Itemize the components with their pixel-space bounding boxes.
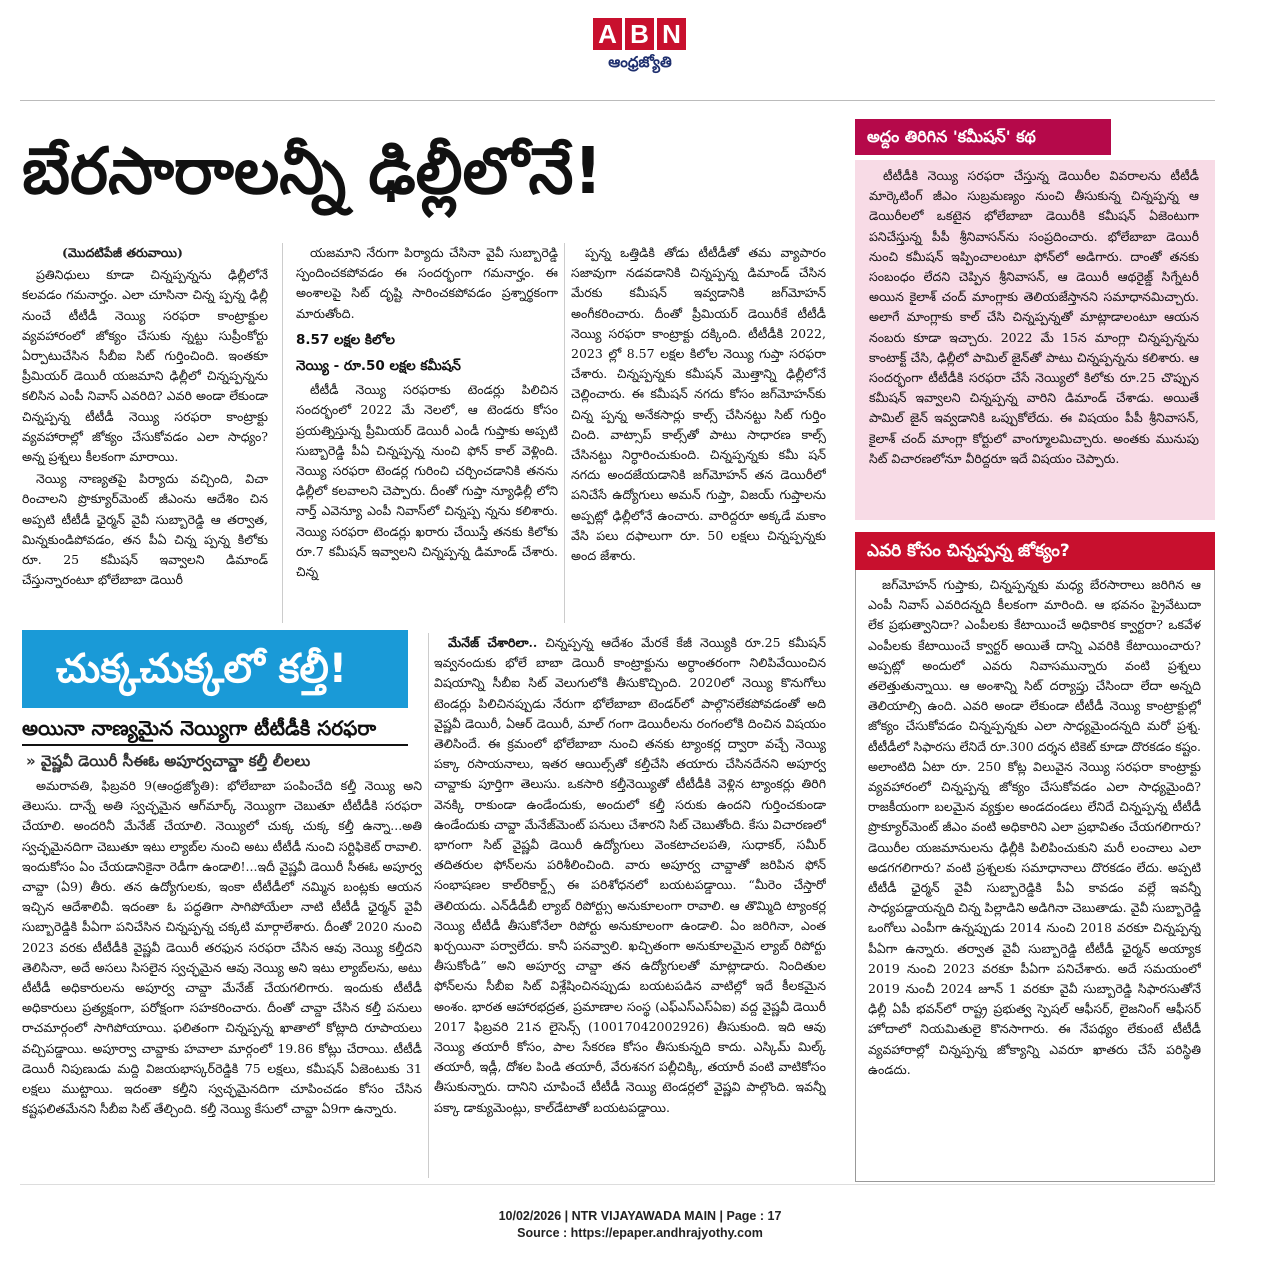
main-story-column-2 [296, 243, 558, 623]
second-story-kicker: » వైష్ణవీ డెయిరీ సీఈఓ అపూర్వచావ్డా కల్తీ లీలలు [26, 752, 311, 770]
second-col2-text: చిన్నప్పన్న ఆదేశం మేరకే కేజీ నెయ్యికి రూ.25 కమీషన్ ఇవ్వనందుకు భోలే బాబా డెయిరీ కాంట్రాక్టును అర్ధాంతరంగా నిలిపివేయించిన విషయాన్ని సీబీఐ సిట్ వెలుగులోకి తీసుకొచ్చింది. 2020లో నెయ్యి కొనుగోలు టెండర్లు పిలిచినప్పుడు నేరుగా భోలేబాబా టెండర్‌లో పాల్గొనలేకపోవడంతో అది వైష్ణవీ డెయిరీ, ఏఆర్ డెయిరీ, మాల్ గంగా డెయిరీలను రంగంలోకి దించిన విషయం తెలిసిందే. ఈ క్రమంలో భోలేబాబా నుంచి తనకు ట్యాంకర్ల ద్వారా వచ్చే నెయ్యి పక్కా రసాయనాలు, ఇతర ఆయిల్స్‌తో కల్తీచేసి తయారు చేసినదేనని అపూర్వ చావ్డాకు పూర్తిగా తెలుసు. ఒకసారి కల్తీనెయ్యితో టీటీడీకి వెళ్లిన ట్యాంకర్లు తిరిగి వెనక్కి రాకుండా ఉండేందుకు, అందులో కల్తీ సరుకు ఉందని గుర్తించకుండా ఉండేందుకు చావ్డా మేనేజ్‌మెంట్ పనులు చేశారని సిట్ చెబుతోంది. కేసు విచారణలో భాగంగా సిట్ వైష్ణవీ డెయిరీ ఉద్యోగులు వెంకటాచలపతి, సుధాకర్, సమీర్ తదితరుల ఫోన్‌లను పరిశీలించింది. వారు అపూర్వ చావ్డాతో జరిపిన ఫోన్ సంభాషణల కాల్‌రికార్డ్స్ ఈ పరిశోధనలో బయటపడ్డాయి. “మీరెం చేస్తారో తెలియదు. ఎన్‌డీడీబీ ల్యాబ్ రిపోర్ట్సు అనుకూలంగా రావాలి. ఆ తొమ్మిది ట్యాంకర్ల నెయ్యి టీటీడీ తీసుకోనేలా రిపోర్టు అనుకూలంగా ఉండాలి. ఏం జరిగినా, ఎంత ఖర్చయినా పర్వాలేదు. కానీ పనవ్వాలి. ఖచ్చితంగా అనుకూలమైన ల్యాబ్ రిపోర్టు తీసుకోండి” అని అపూర్వ చావ్డా తన ఉద్యోగులతో మాట్లాడారు. నిందితుల ఫోన్‌లను సీబీఐ సిట్ విశ్లేషించినప్పుడు బయటపడిన వాటిల్లో ఇదే కీలకమైన అంశం. భారత ఆహారభద్రత, ప్రమాణాల సంస్థ (ఎఫ్‌ఎస్‌ఎస్‌ఏఐ) వద్ద వైష్ణవీ డెయిరీ 2017 ఫిబ్రవరి 21న లైసెన్స్ (10017042002926) తీసుకుంది. ఇది ఆవు నెయ్యి తయారీ కోసం, పాల సేకరణ కోసం తీసుకున్నది కాదు. ఎస్కిమ్ మిల్క్ తయారీ, ఇడ్లీ, దోశల పిండి తయారీ, వేరుశనగ పల్లీచిక్కి, తయారీ వంటి వాటికోసం తీసుకున్నారు. దానిని చూపించే టీటీడీ నెయ్యి టెండర్లలో వైష్ణవి పాల్గొంది. ఇవన్నీ పక్కా డాక్యుమెంట్లు, కాల్‌డేటాతో బయటపడ్డాయి. [434, 635, 826, 1115]
main-col1-para-1: ప్రతినిధులు కూడా చిన్నప్పన్నను ఢిల్లీలోనే కలవడం గమనార్హం. ఎలా చూసినా చిన్న ప్పన్న ఢిల్లీ నుంచే టీటీడీ నెయ్యి సరఫరా కాంట్రాక్టుల వ్యవహారంలో జోక్యం చేసుకు న్నట్టు సుప్రీంకోర్టు ఏర్పాటుచేసిన సీబీఐ సిట్ గుర్తించింది. ఇంతకూ ప్రీమియర్ డెయిరీ యజమాని ఢిల్లీలో చిన్నప్పన్నను కలిసిన ఎంపీ నివాస్ ఎవరిది? ఎవరి అండా లేకుండా చిన్నప్పన్న టీటీడీ నెయ్యి సరఫరా కాంట్రాక్టు వ్యవహారాల్లో జోక్యం చేసుకోవడం ఎలా సాధ్యం? అన్న ప్రశ్నలు కీలకంగా మారాయి. [22, 267, 268, 465]
logo-tagline: ఆంధ్రజ్యోతి [608, 53, 672, 71]
second-story-banner: చుక్కచుక్కలో కల్తీ! [22, 630, 408, 708]
page-bottom-rule [20, 1184, 1215, 1185]
logo-letter-n: N [657, 18, 686, 50]
sidebar2-column [868, 575, 1201, 1175]
main-headline: బేరసారాలన్నీ ఢిల్లీలోనే! [22, 135, 603, 209]
column-divider [564, 243, 565, 623]
masthead-divider [20, 100, 1215, 101]
second-story-column-2 [434, 633, 826, 1176]
sidebar2-text: జగ్‌మోహన్ గుప్తాకు, చిన్నప్పన్నకు మధ్య బేరసారాలు జరిగిన ఆ ఎంపీ నివాస్ ఎవరిదన్నది కీలకంగా మారింది. ఆ భవనం ప్రైవేటుదా లేక ప్రభుత్వానిదా? ఎంపీలకు కేటాయించే అధికారిక క్వార్టరా? ఒకవేళ ఎంపీలకు కేటాయించే క్వార్టర్ అయితే దాన్ని ఎవరికి కేటాయించారు? అప్పట్లో అందులో ఎవరు నివాసమున్నారు వంటి ప్రశ్నలు తలెత్తుతున్నాయి. ఆ అంశాన్ని సిట్ దర్యాప్తు చేసిందా లేదా అన్నది తెలియాల్సి ఉంది. ఎవరి అండా లేకుండా టీటీడీ నెయ్యి కాంట్రాక్టుల్లో జోక్యం చేసుకోవడం చిన్నప్పన్నకు ఎలా సాధ్యమైందన్నది మరో ప్రశ్న. టీటీడీలో సిఫారసు లేనిదే రూ.300 దర్శన టికెట్ కూడా దొరకడం కష్టం. అలాంటిది ఏటా రూ. 250 కోట్ల విలువైన నెయ్యి సరఫరా కాంట్రాక్టు వ్యవహారంలో చిన్నప్పన్న జోక్యం చేసుకోవడం ఎలా సాధ్యమైంది? రాజకీయంగా బలమైన వ్యక్తుల అండదండలు లేనిదే చిన్నప్పన్న టీటీడీ ప్రొక్యూర్‌మెంట్ జీఎం వంటి అధికారిని ఎలా ప్రభావితం చేయగలిగారు? డెయిరీల యజమానులను ఢిల్లీకి పిలిపించుకుని మరీ లంచాలు ఎలా అడగగలిగారు? వంటి ప్రశ్నలకు సమాధానాలు దొరకడం లేదు. అప్పటి టీటీడీ ఛైర్మన్ వైవీ సుబ్బారెడ్డికి పీఏ కావడం వల్లే ఇవన్నీ సాధ్యపడ్డాయన్నది చిన్న పిల్లాడిని అడిగినా చెబుతాడు. వైవీ సుబ్బారెడ్డి ఒంగోలు ఎంపీగా ఉన్నప్పుడు 2014 నుంచి 2018 వరకూ చిన్నప్పన్న పీఏగా ఉన్నారు. తర్వాత వైవీ సుబ్బారెడ్డి టీటీడీ ఛైర్మన్ అయ్యాక 2019 నుంచి 2023 వరకూ పీఏగా పనిచేశారు. అదే సమయంలో 2019 నుంచీ 2024 జూన్ 1 వరకూ వైవీ సుబ్బారెడ్డి సిఫారసుతోనే ఢిల్లీ ఏపీ భవన్‌లో రాష్ట్ర ప్రభుత్వ స్పెషల్ ఆఫీసర్, లైజనింగ్ ఆఫీసర్ హోదాలో నియమితులై కొనసాగారు. ఈ నేపథ్యం లేకుంటే టీటీడీ వ్యవహారాల్లో చిన్నప్పన్న జోక్యాన్ని ఎవరూ ఖాతరు చేసే పరిస్థితి ఉండదు. [868, 577, 1201, 1077]
sidebar2-title: ఎవరి కోసం చిన్నప్పన్న జోక్యం? [855, 532, 1215, 570]
main-col1-para-2: నెయ్యి నాణ్యతపై పిర్యాదు వచ్చింది, విచా రించాలని ప్రొక్యూర్‌మెంట్ జీఎంను ఆదేశిం చిన అప్పటి టీటీడీ ఛైర్మన్ వైవీ సుబ్బారెడ్డి ఆ తర్వాత, మిన్నకుండిపోవడం, తన పీఏ చిన్న ప్పన్న కిలోకు రూ. 25 కమీషన్ ఇవ్వాలని డిమాండ్ చేస్తున్నారంటూ భోలేబాబా డెయిరీ [22, 471, 268, 588]
continued-label: (మొదటిపేజీ తరువాయి) [62, 245, 183, 260]
column-divider [428, 633, 429, 1178]
main-col3-para-1: ప్పన్న ఒత్తిడికి తోడు టీటీడీతో తమ వ్యాపారం సజావుగా నడవడానికి చిన్నప్పన్న డిమాండ్ చేసిన మేరకు కమీషన్ ఇవ్వడానికి జగ్‌మోహన్ అంగీకరించారు. దీంతో ప్రీమియర్ డెయిరీకే టీటీడీ నెయ్యి సరఫరా కాంట్రాక్టు దక్కింది. టీటీడీకి 2022, 2023 ల్లో 8.57 లక్షల కిలోల నెయ్యి గుప్తా సరఫరా చేశారు. చిన్నప్పన్నకు కమీషన్ మొత్తాన్ని ఢిల్లీలోనే చెల్లించారు. ఈ కమీషన్ నగదు కోసం జగ్‌మోహన్‌కు చిన్న ప్పన్న అనేకసార్లు కాల్స్ చేసినట్టు సిట్ గుర్తిం చింది. వాట్సాప్ కాల్స్‌తో పాటు సాధారణ కాల్స్ చేసినట్టు నిర్ధారించుకుంది. చిన్నప్పన్నకు కమీ షన్ నగదు అందజేయడానికి జగ్‌మోహన్ తన డెయిరీలో పనిచేసే ఉద్యోగులు అమన్ గుప్తా, విజయ్ గుప్తాలను అప్పట్లో ఢిల్లీలోనే ఉంచారు. వారిద్దరూ అక్కడే మకాం వేసి పలు దఫాలుగా రూ. 50 లక్షలు చిన్నప్పన్నకు అంద జేశారు. [571, 245, 826, 564]
page-footer [0, 1208, 1280, 1242]
deck-underline [22, 744, 408, 746]
main-col2-para-2: టీటీడీ నెయ్యి సరఫరాకు టెండర్లు పిలిచిన సందర్భంలో 2022 మే నెలలో, ఆ టెండరు కోసం ప్రయత్నిస్తున్న ప్రీమియర్ డెయిరీ ఎండీ గుప్తాకు అప్పటి సుబ్బారెడ్డి పీఏ చిన్నప్పన్న నుంచి ఫోన్ కాల్ వెళ్లింది. నెయ్యి సరఫరా టెండర్ల గురించి చర్చించడానికి తనను ఢిల్లీలో కలవాలని చెప్పారు. దీంతో గుప్తా న్యూఢిల్లీ లోని నార్త్ ఎవెన్యూ ఎంపీ నివాస్‌లో చిన్నప్ప న్నను కలిశారు. నెయ్యి సరఫరా టెండర్లు ఖరారు చేయిస్తే తనకు కిలోకు రూ.7 కమీషన్ ఇవ్వాలని చిన్నప్పన్న డిమాండ్ చేశారు. చిన్న [296, 382, 558, 580]
sidebar1-text: టీటీడీకి నెయ్యి సరఫరా చేస్తున్న డెయిరీల వివరాలను టీటీడీ మార్కెటింగ్ జీఎం సుబ్రమణ్యం నుంచి తీసుకున్న చిన్నప్పన్న ఆ డెయిరీలలో ఒకటైన భోలేబాబా డెయిరీకి కమీషన్ ఏజెంటుగా పనిచేస్తున్న పీపీ శ్రీనివాసన్‌ను సంప్రదించారు. భోలేబాబా డెయిరీ నుంచి కమీషన్ ఇప్పించాలంటూ ఫోన్‌లో అడిగారు. దాంతో తనకు సంబంధం లేదని చెప్పిన శ్రీనివాసన్, ఆ డెయిరీ ఆథరైజ్డ్ సిగ్నేటరీ అయిన కైలాశ్ చంద్ మాంగ్లాకు తెలియజేస్తానని సమాధానమిచ్చారు. అలాగే మాంగ్లాకు కాల్ చేసి చిన్నప్పన్నతో మాట్లాడాలంటూ ఆయన నంబరు కూడా ఇచ్చారు. 2022 మే 15న మాంగ్లా చిన్నప్పన్నను కాంటాక్ట్ చేసి, ఢిల్లీలో పామిల్ జైన్‌తో పాటు చిన్నప్పన్నను కలిశారు. ఆ సందర్భంగా టీటీడీకి సరఫరా చేసే నెయ్యిలో కిలోకు రూ.25 చొప్పున కమీషన్ ఇవ్వాలని చిన్నప్పన్న వారిని డిమాండ్ చేశాడు. అయితే పామిల్ జైన్ ఇవ్వడానికి ఒప్పుకోలేదు. ఈ విషయం పీపీ శ్రీనివాసన్, కైలాశ్ చంద్ మాంగ్లా కోర్టులో వాంగ్మూలమిచ్చారు. అంతకు మునుపు సిట్ విచారణలోనూ వీరిద్దరూ ఇదే విషయం చెప్పారు. [869, 168, 1199, 466]
logo-letter-a: A [593, 18, 622, 50]
second-story-column-1 [22, 776, 422, 1176]
main-story-column-3 [571, 243, 826, 623]
second-col1-text: అమరావతి, ఫిబ్రవరి 9(ఆంధ్రజ్యోతి): భోలేబాబా పంపించేది కల్తీ నెయ్యి అని తెలుసు. దాన్నే అతి స్వచ్ఛమైన ఆగ్‌మార్క్ నెయ్యిగా చెబుతూ టీటీడీకి సరఫరా చేయాలి. అందరినీ మేనేజ్ చేయాలి. నెయ్యిలో చుక్క చుక్క కల్తీ ఉన్నా...అతి స్వచ్ఛమైనదిగా చెబుతూ ఇటు ల్యాబ్‌ల నుంచి అటు టీటీడీ నుంచి సర్టిఫికెట్ రావాలి. ఇందుకోసం ఏం చేయడానికైనా రెడీగా ఉండాలి!...ఇదీ వైష్ణవీ డెయిరీ సీఈఓ అపూర్వ చావ్డా (ఏ9) తీరు. తన ఉద్యోగులకు, ఇంకా టీటీడీలో నమ్మిన బంట్లకు ఆయన ఇచ్చిన ఆదేశాలివీ. ఇదంతా ఓ పద్ధతిగా సాగిపోయేలా నాటి టీటీడీ ఛైర్మన్ వైవీ సుబ్బారెడ్డికి పీఏగా పనిచేసిన చిన్నప్పన్న చక్కటి మార్గాలేశారు. దీంతో 2020 నుంచి 2023 వరకు టీటీడీకి వైష్ణవీ డెయిరీ తరఫున సరఫరా చేసిన ఆవు నెయ్యి కల్తీదని తెలిసినా, అదే అసలు సిసలైన స్వచ్ఛమైన ఆవు నెయ్యి అని ఇటు ల్యాబ్‌లను, అటు టీటీడీ అధికారులను అపూర్వ చావ్డా మేనేజ్ చేయగలిగారు. ఇందుకు టీటీడీ అధికారులు ప్రత్యక్షంగా, పరోక్షంగా సహకరించారు. దీంతో చావ్డా చేసిన కల్తీ పనులు రాచమార్గంలో సాగిపోయాయి. ఫలితంగా చిన్నప్పన్న ఖాతాలో కోట్లాది రూపాయలు వచ్చిపడ్డాయి. అపూర్వా చావ్డాకు హవాలా మార్గంలో 19.86 కోట్లు చేరాయి. టీటీడీ డెయిరీ నిపుణుడు మద్ది విజయభాస్కర్‌రెడ్డికి 75 లక్షలు, కమీషన్ ఏజెంటుకు 31 లక్షలు ముట్టాయి. ఇదంతా కల్తీని స్వచ్ఛమైనదిగా చూపించడం కోసం చేసిన కష్టఫలితమేనని సీబీఐ సిట్ తేల్చింది. కల్తీ నెయ్యి కేసులో చావ్డా ఏ9గా ఉన్నారు. [22, 778, 422, 1117]
second-story-deck: అయినా నాణ్యమైన నెయ్యిగా టీటీడీకి సరఫరా [22, 716, 377, 740]
sidebar1-tab: అద్దం తిరిగిన 'కమీషన్' కథ [855, 119, 1111, 155]
sidebar1-box [855, 160, 1215, 520]
column-divider [282, 243, 283, 623]
logo-letter-b: B [625, 18, 654, 50]
second-col2-lead: మేనేజ్ చేశారిలా.. [448, 635, 538, 650]
main-col2-para-1: యజమాని నేరుగా పిర్యాదు చేసినా వైవీ సుబ్బారెడ్డి స్పందించకపోవడం ఈ సందర్భంగా గమనార్హం. ఈ అంశాలపై సిట్ దృష్టి సారించకపోవడం ప్రశ్నార్థకంగా మారుతోంది. [296, 245, 558, 321]
footer-date-page: 10/02/2026 | NTR VIJAYAWADA MAIN | Page : 17 [498, 1209, 782, 1223]
main-story-column-1 [22, 243, 268, 623]
footer-source[interactable]: Source : https://epaper.andhrajyothy.com [517, 1226, 763, 1240]
subhead-2: నెయ్యి - రూ.50 లక్షల కమీషన్ [296, 358, 461, 375]
sidebar1-text-wrap [869, 166, 1199, 516]
subhead-1: 8.57 లక్షల కిలోల [296, 331, 395, 348]
abn-logo [593, 18, 687, 78]
